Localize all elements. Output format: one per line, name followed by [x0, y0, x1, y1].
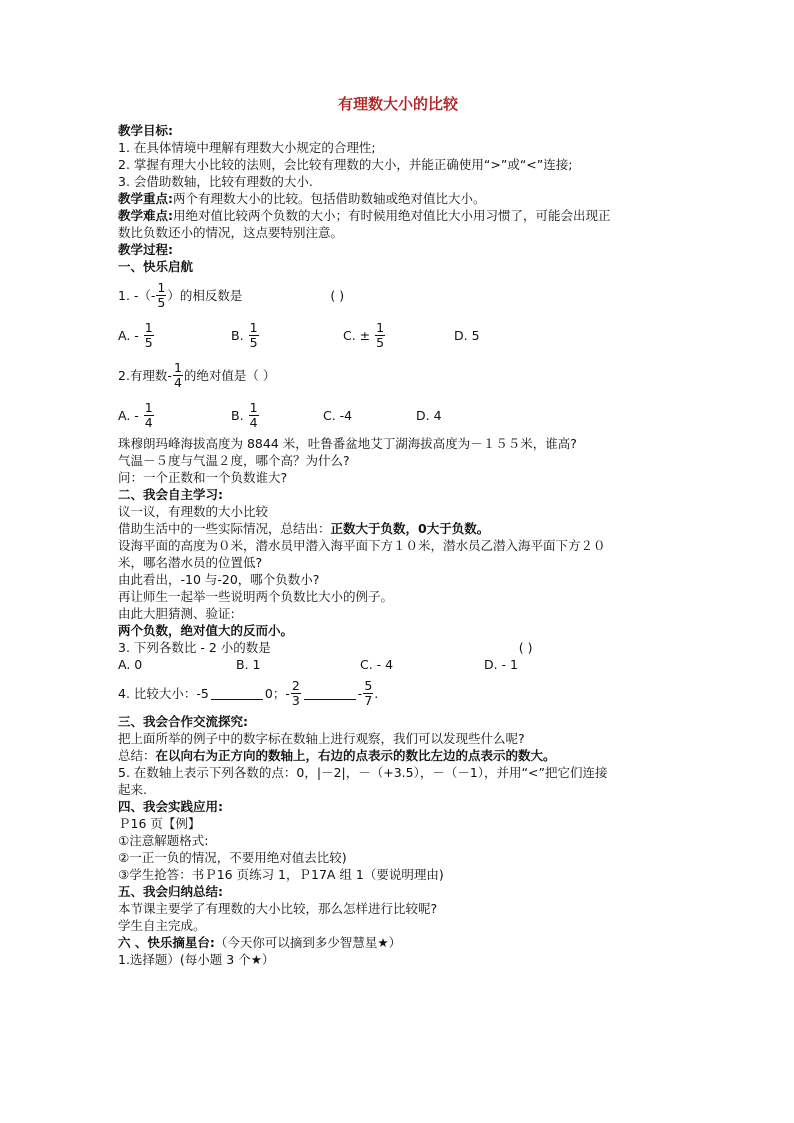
- q3-answer-paren: ( ): [518, 640, 533, 655]
- q1-option-b: B. $\frac{1}{5}$: [231, 319, 258, 350]
- section-2-heading: 二、我会自主学习:: [118, 487, 223, 502]
- q1-answer-paren: ( ): [330, 287, 345, 303]
- difficulty-text-1: 用绝对值比较两个负数的大小；有时候用绝对值比大小用习惯了，可能会出现正: [173, 208, 611, 223]
- s3-line-2: 总结：在以向右为正方向的数轴上，右边的点表示的数比左边的点表示的数大。: [118, 748, 556, 763]
- difficulty-text-2: 数比负数还小的情况，这点要特别注意。: [118, 225, 344, 240]
- s2-line-4: 米，哪名潜水员的位置低?: [118, 555, 263, 570]
- q2-option-a: A. - $\frac{1}{4}$: [118, 399, 153, 430]
- q4-blank-2[interactable]: [304, 687, 356, 700]
- s1-line-2: 气温－５度与气温２度，哪个高？为什么?: [118, 453, 350, 468]
- q2-post: 的绝对值是（ ）: [183, 367, 276, 383]
- keypoint-line: [118, 190, 678, 207]
- page-title: 有理数大小的比较: [337, 95, 458, 113]
- document-page: [118, 96, 678, 968]
- s2-line-3: 设海平面的高度为０米，潜水员甲潜入海平面下方１０米，潜水员乙潜入海平面下方２０: [118, 538, 606, 553]
- s2-line-1: 议一议，有理数的大小比较: [118, 504, 269, 519]
- q4-fraction-1: $\frac{2}{3}$: [291, 677, 300, 708]
- section-5-heading: 五、我会归纳总结:: [118, 884, 223, 899]
- section-1-heading: 一、快乐启航: [118, 259, 194, 274]
- q3-options: [118, 656, 678, 673]
- s1-line-1: 珠穆朗玛峰海拔高度为 8844 米，吐鲁番盆地艾丁湖海拔高度为－１５５米，谁高?: [118, 436, 577, 451]
- goals-heading: 教学目标:: [118, 123, 173, 138]
- q3-option-d: D. - 1: [484, 657, 519, 672]
- q3-option-b: B. 1: [236, 657, 261, 672]
- difficulty-label: 教学难点:: [118, 208, 173, 223]
- s6-heading-note: （今天你可以摘到多少智慧星★）: [214, 935, 402, 950]
- s2-line-5: 由此看出，-10 与-20，哪个负数小?: [118, 572, 320, 587]
- question-4: 4. 比较大小：-5 0；- $\frac{2}{3}$ - $\frac{5}{7}$ .: [118, 677, 379, 708]
- difficulty-line: [118, 207, 678, 224]
- q1-pre: 1. -（-: [118, 287, 156, 303]
- q3-option-a: A. 0: [118, 657, 143, 672]
- q1-options: [118, 315, 678, 355]
- s5-line-2: 学生自主完成。: [118, 918, 206, 933]
- q2-option-b: B. $\frac{1}{4}$: [231, 399, 258, 430]
- q1-option-a: A. - $\frac{1}{5}$: [118, 319, 153, 350]
- section-3-heading: 三、我会合作交流探究:: [118, 714, 248, 729]
- s2-rule-positive: 正数大于负数，0大于负数。: [330, 521, 490, 536]
- s3-summary-rule: 在以向右为正方向的数轴上，右边的点表示的数比左边的点表示的数大。: [155, 748, 556, 763]
- q1-post: ）的相反数是: [167, 287, 243, 303]
- s3-line-1: 把上面所举的例子中的数字标在数轴上进行观察，我们可以发现些什么呢?: [118, 731, 525, 746]
- s2-rule-negative: 两个负数，绝对值大的反而小。: [118, 623, 294, 638]
- section-6-heading: 六 、快乐摘星台:（今天你可以摘到多少智慧星★）: [118, 935, 402, 950]
- s6-line-1: 1.选择题）(每小题 3 个★）: [118, 952, 275, 967]
- section-4-heading: 四、我会实践应用:: [118, 799, 223, 814]
- s3-line-3: 5. 在数轴上表示下列各数的点：0，|－2|，－（+3.5），－（－1），并用“<”把它们连接: [118, 765, 608, 780]
- q2-fraction: $\frac{1}{4}$: [173, 359, 182, 390]
- q1-option-c: C. ± $\frac{1}{5}$: [343, 319, 385, 350]
- s3-line-4: 起来.: [118, 782, 147, 797]
- s1-line-3: 问：一个正数和一个负数谁大?: [118, 470, 288, 485]
- question-3: 3. 下列各数比 - 2 小的数是 ( ): [118, 640, 533, 655]
- s2-line-6: 再让师生一起举一些说明两个负数比大小的例子。: [118, 589, 394, 604]
- s2-line-2: 借助生活中的一些实际情况，总结出：正数大于负数，0大于负数。: [118, 521, 490, 536]
- q2-option-c: C. -4: [323, 407, 353, 423]
- q2-pre: 2.有理数-: [118, 367, 172, 383]
- q2-options: [118, 395, 678, 435]
- goal-1: 1. 在具体情境中理解有理数大小规定的合理性;: [118, 140, 376, 155]
- s4-line-2: ①注意解题格式:: [118, 833, 209, 848]
- keypoint-label: 教学重点:: [118, 191, 173, 206]
- q1-fraction: $\frac{1}{5}$: [157, 279, 166, 310]
- process-heading: 教学过程:: [118, 242, 173, 257]
- q4-blank-1[interactable]: [211, 687, 263, 700]
- s4-line-3: ②一正一负的情况，不要用绝对值去比较): [118, 850, 347, 865]
- q3-option-c: C. - 4: [360, 657, 394, 672]
- goal-2: 2. 掌握有理大小比较的法则，会比较有理数的大小，并能正确使用“>”或“<”连接;: [118, 157, 573, 172]
- s5-line-1: 本节课主要学了有理数的大小比较，那么怎样进行比较呢?: [118, 901, 438, 916]
- question-1: [118, 275, 678, 315]
- s2-line-7: 由此大胆猜测、验证:: [118, 606, 235, 621]
- q1-option-d: D. 5: [454, 327, 480, 343]
- s4-line-4: ③学生抢答：书Ｐ16 页练习 1，Ｐ17A 组 1（要说明理由): [118, 867, 444, 882]
- question-2: [118, 355, 678, 395]
- s4-line-1: Ｐ16 页【例】: [118, 816, 201, 831]
- q4-fraction-2: $\frac{5}{7}$: [364, 677, 373, 708]
- goal-3: 3. 会借助数轴，比较有理数的大小.: [118, 174, 313, 189]
- q2-option-d: D. 4: [416, 407, 442, 423]
- keypoint-text: 两个有理数大小的比较。包括借助数轴或绝对值比大小。: [173, 191, 486, 206]
